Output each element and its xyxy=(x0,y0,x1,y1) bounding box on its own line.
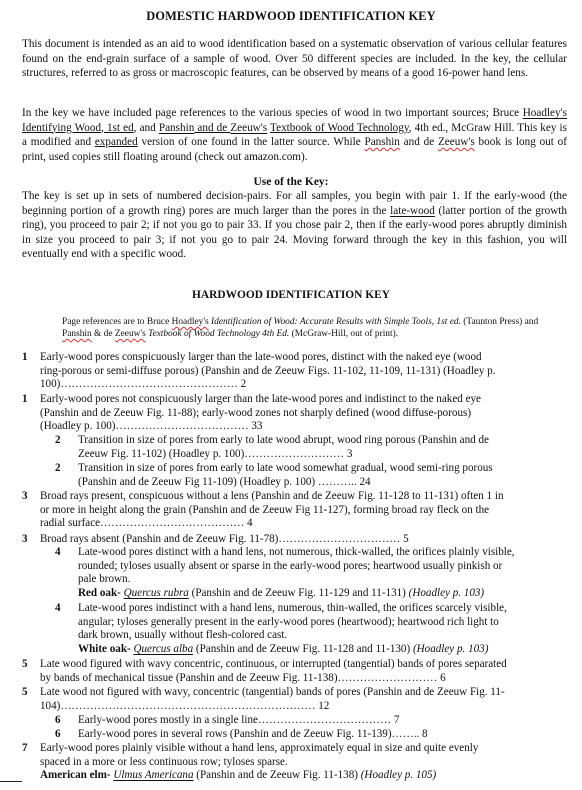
entry-text xyxy=(40,658,567,685)
book-identifying-wood: Identifying Wood xyxy=(22,121,102,134)
entry-line: spaced in a more or less continuous row; tyloses sparse. xyxy=(40,755,288,768)
author-zeeuw: Zeeuw's xyxy=(114,329,146,339)
species-line xyxy=(78,587,567,601)
text: (McGraw-Hill, out of print). xyxy=(289,329,399,339)
species-reference: (Panshin and de Zeeuw Fig. 11-129 and 11-131) xyxy=(188,586,409,599)
author-panshin: Panshin xyxy=(364,136,400,148)
entry-line: (Hoadley p. 100)……………………………… 33 xyxy=(40,420,263,433)
entry-line: 104)…………………………………………………………… 12 xyxy=(40,699,330,712)
text: , 4th ed., McGraw Hill. This key is a modified and xyxy=(22,121,567,148)
entry-line: or more in height along the grain (Panshin and de Zeeuw Fig 11-127), forming broad ray fleck on the xyxy=(40,503,490,516)
latin-name: Ulmus Americana xyxy=(113,769,194,782)
entry-number: 4 xyxy=(55,602,61,614)
entry-number: 1 xyxy=(22,393,28,405)
entry-line: Early-wood pores plainly visible without a hand lens, approximately equal in size and quite evenly xyxy=(40,742,479,754)
reference-note xyxy=(62,316,562,340)
entry-line: Late-wood pores distinct with a hand lens, not numerous, thick-walled, the orifices plainly visible, xyxy=(78,546,515,558)
hoadley-reference: (Hoadley p. 103) xyxy=(408,586,485,599)
word-late-wood: late-wood xyxy=(390,204,435,217)
author-hoadley: Hoadley's xyxy=(522,107,567,119)
book-textbook-wood-technology: Textbook of Wood Technology xyxy=(270,121,409,134)
author-panshin: Panshin xyxy=(158,121,195,134)
entry-text xyxy=(78,714,567,728)
species-name: Red oak- xyxy=(78,586,124,599)
entry-line: dark brown, usually without flesh-colored cast. xyxy=(78,629,288,642)
entry-text xyxy=(40,533,567,547)
entry-line: Early-wood pores in several rows (Panshin and de Zeeuw Fig. 11-139)…….. 8 xyxy=(78,728,428,740)
entry-text xyxy=(78,728,567,742)
entry-line: Late wood not figured with wavy, concentric (tangential) bands of pores (Panshin and de Zeeuw Fig. 11- xyxy=(40,686,505,698)
book-title: Textbook of Wood Technology 4th Ed. xyxy=(145,329,290,339)
text: and xyxy=(136,121,159,134)
entry-text xyxy=(78,546,567,600)
entry-line: 100)………………………………………… 2 xyxy=(40,378,247,391)
intro-paragraph-1: This document is intended as an aid to wood identification based on a systematic observation of various cellular features found on the end-grain surface of a sample of wood. Over 50 different species are included. In the key, the cellular structures, referred to as gross or macroscopic features, can be observed by means of a good 16-power hand lens. xyxy=(22,38,567,79)
species-reference: (Panshin and de Zeeuw Fig. 11-138) xyxy=(193,769,361,782)
entry-number: 7 xyxy=(22,742,28,754)
entry-number: 1 xyxy=(22,351,28,363)
entry-line: ring-porous or semi-diffuse porous) (Panshin and de Zeeuw Figs. 11-102, 11-109, 11-131) (Hoadley p. xyxy=(40,364,496,377)
entry-line: Broad rays present, conspicuous without a lens (Panshin and de Zeeuw Fig. 11-128 to 11-131) often 1 in xyxy=(40,490,504,502)
entry-line: (Panshin and de Zeeuw Fig 11-109) (Hoadley p. 100) ……….. 24 xyxy=(78,475,371,488)
entry-number: 2 xyxy=(55,434,61,446)
entry-line: by bands of mechanical tissue (Panshin and de Zeeuw Fig. 11-138)……………………… 6 xyxy=(40,671,446,684)
intro-paragraph-2 xyxy=(22,106,567,164)
text: In the key we have included page references to the various species of wood in two important sources; Bruce xyxy=(22,107,523,119)
entry-text xyxy=(40,393,567,434)
entry-line: rounded; tyloses usually absent or sparse in the early-wood pores; heartwood usually pinkish or xyxy=(78,559,503,572)
entry-line: Transition in size of pores from early to late wood somewhat gradual, wood semi-ring porous xyxy=(78,462,493,474)
hoadley-reference: (Hoadley p. 105) xyxy=(360,769,437,782)
author-panshin: Panshin xyxy=(62,329,92,339)
use-of-key-heading: Use of the Key: xyxy=(253,176,329,188)
text: Page references are to Bruce xyxy=(62,317,172,327)
entry-number: 6 xyxy=(55,714,61,726)
entry-text xyxy=(40,686,567,713)
entry-text xyxy=(40,742,567,783)
species-line xyxy=(40,769,567,783)
entry-line: radial surface………………………………… 4 xyxy=(40,517,253,530)
entry-line: Early-wood pores mostly in a single line……………………………… 7 xyxy=(78,714,400,726)
text: version of one found in the latter source. While xyxy=(137,136,365,148)
entry-line: Late wood figured with wavy concentric, continuous, or interrupted (tangential) bands of pores separated xyxy=(40,658,507,670)
word-expanded: expanded xyxy=(94,136,138,148)
entry-text xyxy=(78,462,567,489)
text: and de xyxy=(194,121,231,134)
species-reference: (Panshin and de Zeeuw Fig. 11-128 and 11-130) xyxy=(193,642,413,655)
entry-number: 5 xyxy=(22,658,28,670)
entry-line: Broad rays absent (Panshin and de Zeeuw Fig. 11-78)…………………………… 5 xyxy=(40,533,409,545)
text: (latter portion of the growth ring), you proceed to pair 2; if not you go to pair 33. If you chose pair 2, then if the early-wood pores abruptly diminish in size you proceed to pair 3; if not you go to pair 24. Moving forward through the key in this fashion, you will eventually end with a specific wood. xyxy=(22,204,567,260)
author-hoadley: Hoadley's xyxy=(171,317,209,327)
species-name: American elm- xyxy=(40,769,114,782)
entry-number: 6 xyxy=(55,728,61,740)
species-line xyxy=(78,643,567,657)
text: book is long out of print, used copies still floating around (check out amazon.com). xyxy=(22,136,567,163)
entry-line: Late-wood pores indistinct with a hand lens, numerous, thin-walled, the orifices scarcely visible, xyxy=(78,602,507,614)
entry-line: angular; tyloses generally present in the early-wood pores (heartwood); heartwood rich light to xyxy=(78,615,499,628)
author-zeeuw: Zeeuw's xyxy=(437,136,475,148)
text: The key is set up in sets of numbered decision-pairs. For all samples, you begin with pair 1. If the early-wood (the beginning portion of a growth ring) pores are much larger than the pores in the xyxy=(22,190,567,217)
entry-line: Early-wood pores not conspicuously larger than the late-wood pores and indistinct to the naked eye xyxy=(40,393,481,405)
use-of-key-paragraph xyxy=(22,189,567,262)
entry-number: 3 xyxy=(22,490,28,502)
text: , 1st ed, xyxy=(101,121,137,134)
text: (Taunton Press) and xyxy=(460,317,539,327)
entry-line: (Panshin and de Zeeuw Fig. 11-88); early-wood zones not sharply defined (wood diffuse-porous) xyxy=(40,406,472,419)
bottom-rule xyxy=(0,781,22,782)
entry-number: 5 xyxy=(22,686,28,698)
entry-number: 4 xyxy=(55,546,61,558)
latin-name: Quercus rubra xyxy=(123,586,189,599)
entry-text xyxy=(78,434,567,461)
key-title: HARDWOOD IDENTIFICATION KEY xyxy=(192,289,390,301)
book-title: Identification of Wood: Accurate Results with Simple Tools, 1st ed. xyxy=(208,317,461,327)
text: & de xyxy=(91,329,115,339)
entry-text xyxy=(78,602,567,656)
document-title: DOMESTIC HARDWOOD IDENTIFICATION KEY xyxy=(146,9,436,23)
hoadley-reference: (Hoadley p. 103) xyxy=(412,642,489,655)
entry-line: Zeeuw Fig. 11-102) (Hoadley p. 100)……………………… 3 xyxy=(78,447,353,460)
entry-number: 2 xyxy=(55,462,61,474)
author-zeeuw: Zeeuw's xyxy=(230,121,268,134)
entry-line: Early-wood pores conspicuously larger than the late-wood pores, distinct with the naked eye (wood xyxy=(40,351,482,363)
entry-text xyxy=(40,490,567,531)
latin-name: Quercus alba xyxy=(133,642,194,655)
entry-line: pale brown. xyxy=(78,573,131,586)
text: and de xyxy=(399,136,438,148)
species-name: White oak- xyxy=(78,642,134,655)
entry-number: 3 xyxy=(22,533,28,545)
entry-text xyxy=(40,351,567,392)
entry-line: Transition in size of pores from early to late wood abrupt, wood ring porous (Panshin and de xyxy=(78,434,489,446)
